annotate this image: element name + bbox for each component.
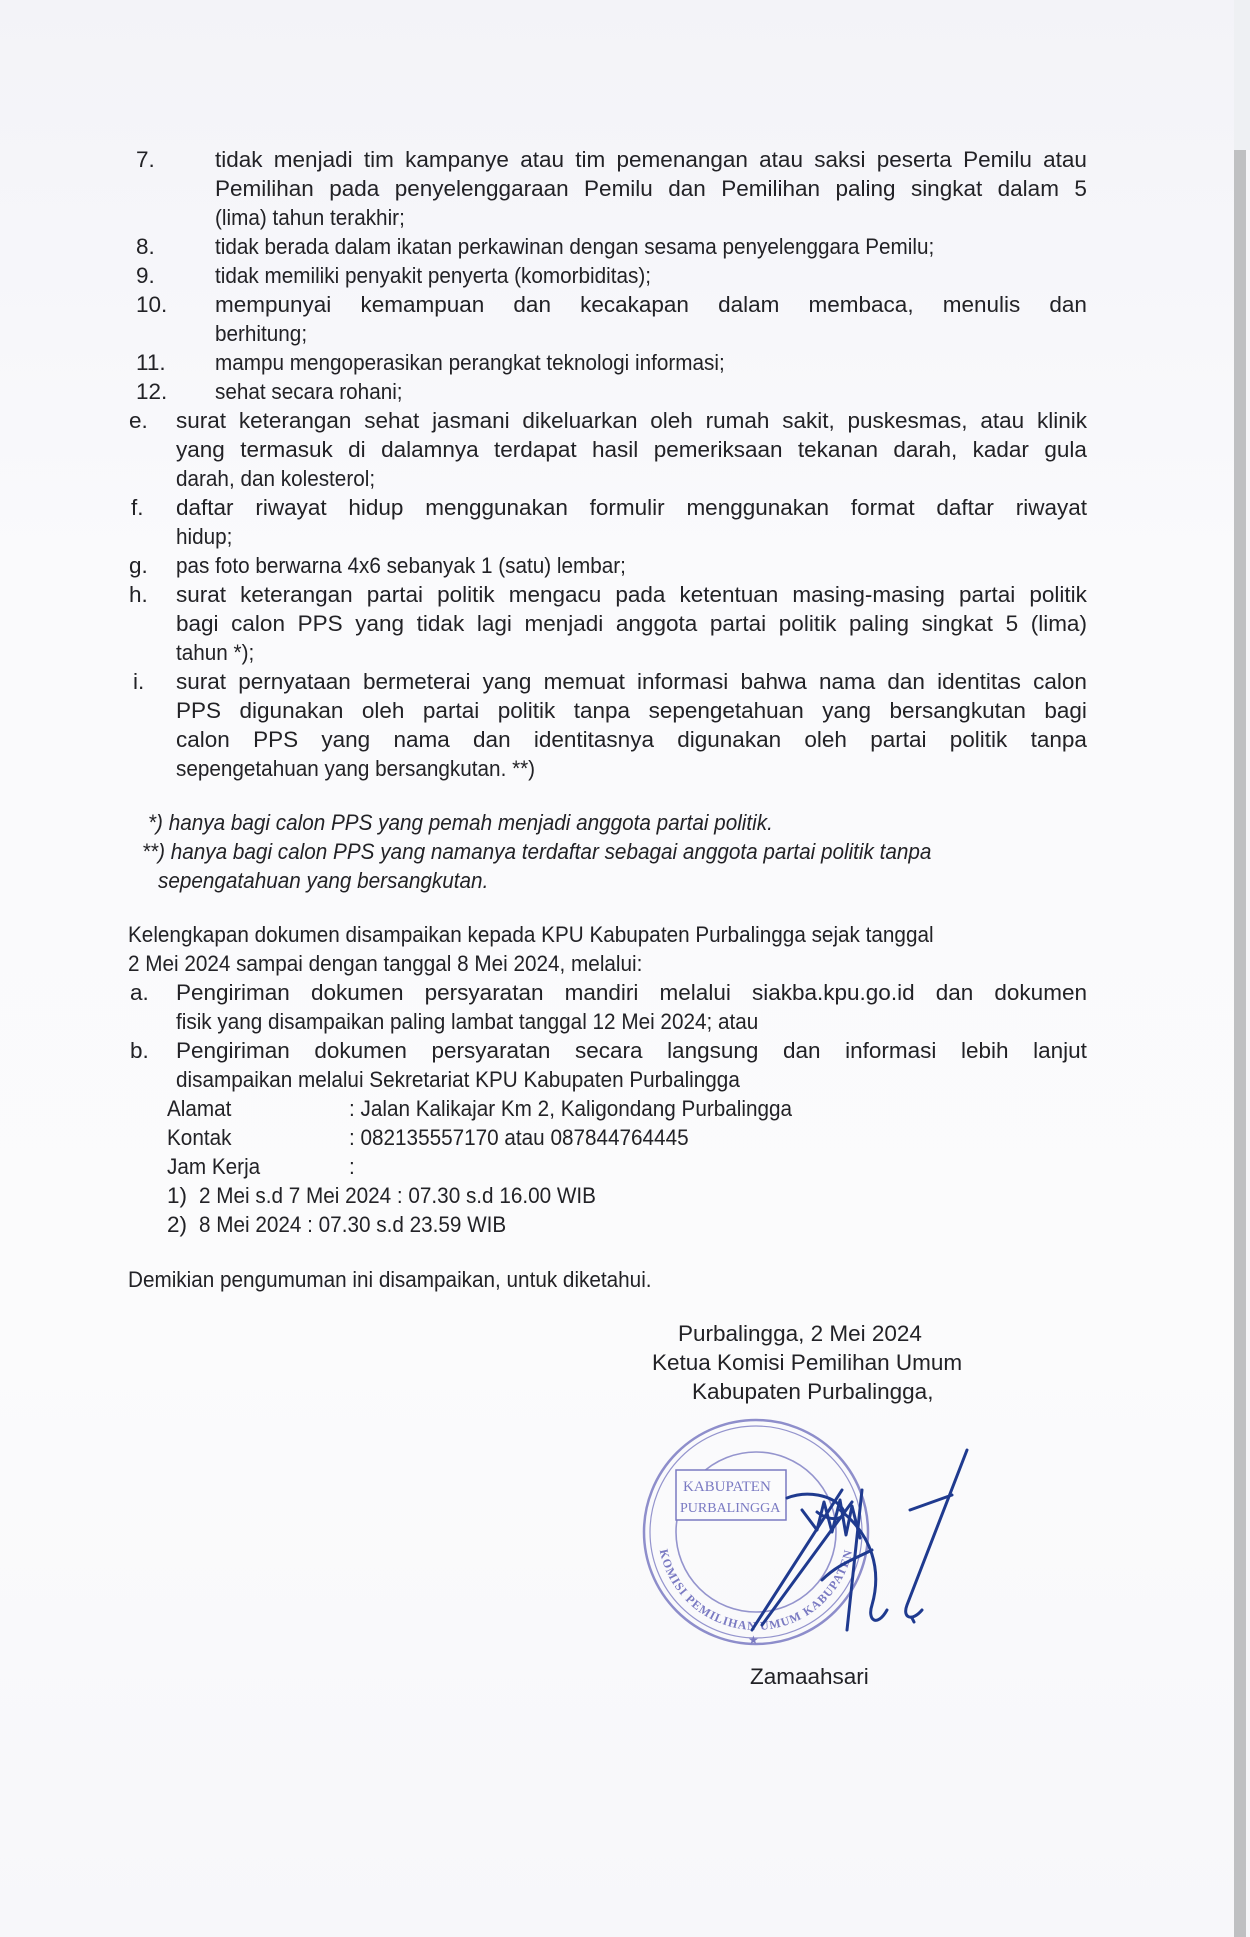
list-item-line: PPS digunakan oleh partai politik tanpa sepengetahuan yang bersangkutan bagi: [176, 698, 1087, 723]
detail-value: : Jalan Kalikajar Km 2, Kaligondang Purbalingga: [349, 1096, 793, 1121]
item-letter: e.: [129, 408, 148, 433]
footnote: *) hanya bagi calon PPS yang pemah menjadi anggota partai politik.: [148, 810, 773, 835]
list-item-line: tidak memiliki penyakit penyerta (komorbiditas);: [215, 263, 652, 288]
signatory-title: Ketua Komisi Pemilihan Umum: [652, 1350, 963, 1375]
list-item-line: yang termasuk di dalamnya terdapat hasil pemeriksaan tekanan darah, kadar gula: [176, 437, 1087, 462]
list-item-line: (lima) tahun terakhir;: [215, 205, 405, 230]
list-item-line: tidak menjadi tim kampanye atau tim pemenangan atau saksi peserta Pemilu atau: [215, 147, 1087, 172]
item-number: 12.: [136, 379, 168, 404]
stamp-center-text: PURBALINGGA: [680, 1501, 781, 1516]
list-item-line: surat keterangan partai politik mengacu pada ketentuan masing-masing partai politik: [176, 582, 1087, 607]
hours-text: 8 Mei 2024 : 07.30 s.d 23.59 WIB: [199, 1212, 507, 1237]
handwritten-signature: [722, 1440, 992, 1650]
list-item-line: Pengiriman dokumen persyaratan mandiri melalui siakba.kpu.go.id dan dokumen: [176, 980, 1087, 1005]
list-item-line: calon PPS yang nama dan identitasnya digunakan oleh partai politik tanpa: [176, 727, 1087, 752]
stamp-center-text: KABUPATEN: [683, 1479, 771, 1495]
footnote: **) hanya bagi calon PPS yang namanya terdaftar sebagai anggota partai politik tanpa: [142, 839, 932, 864]
place-date: Purbalingga, 2 Mei 2024: [678, 1321, 922, 1346]
list-item-line: sehat secara rohani;: [215, 379, 403, 404]
item-number: 11.: [136, 350, 166, 375]
list-item-line: surat pernyataan bermeterai yang memuat informasi bahwa nama dan identitas calon: [176, 669, 1087, 694]
list-item-line: darah, dan kolesterol;: [176, 466, 376, 491]
item-letter: b.: [130, 1038, 149, 1063]
item-number: 9.: [136, 263, 155, 288]
scan-edge-strip: [1234, 150, 1246, 1937]
stamp-ring-text: KOMISI PEMILIHAN UMUM KABUPATEN: [656, 1547, 856, 1634]
stamp-star-icon: ★: [748, 1633, 759, 1647]
list-item-line: tahun *);: [176, 640, 255, 665]
item-letter: a.: [130, 980, 149, 1005]
detail-label: Alamat: [167, 1096, 232, 1121]
list-item-line: pas foto berwarna 4x6 sebanyak 1 (satu) lembar;: [176, 553, 626, 578]
closing-statement: Demikian pengumuman ini disampaikan, untuk diketahui.: [128, 1267, 652, 1292]
list-item-line: Pemilihan pada penyelenggaraan Pemilu dan Pemilihan paling singkat dalam 5: [215, 176, 1087, 201]
item-letter: g.: [129, 553, 148, 578]
item-number: 10.: [136, 292, 168, 317]
signatory-name: Zamaahsari: [750, 1664, 869, 1689]
list-item-line: berhitung;: [215, 321, 308, 346]
list-item-line: Pengiriman dokumen persyaratan secara langsung dan informasi lebih lanjut: [176, 1038, 1087, 1063]
paragraph-line: 2 Mei 2024 sampai dengan tanggal 8 Mei 2024, melalui:: [128, 951, 643, 976]
footnote: sepengatahuan yang bersangkutan.: [158, 868, 489, 893]
hours-number: 1): [167, 1183, 188, 1208]
scan-edge-top: [1234, 0, 1250, 150]
paragraph-line: Kelengkapan dokumen disampaikan kepada KPU Kabupaten Purbalingga sejak tanggal: [128, 922, 934, 947]
item-number: 8.: [136, 234, 155, 259]
item-letter: f.: [131, 495, 144, 520]
list-item-line: tidak berada dalam ikatan perkawinan dengan sesama penyelenggara Pemilu;: [215, 234, 935, 259]
list-item-line: mempunyai kemampuan dan kecakapan dalam membaca, menulis dan: [215, 292, 1087, 317]
list-item-line: hidup;: [176, 524, 233, 549]
hours-number: 2): [167, 1212, 188, 1237]
list-item-line: sepengetahuan yang bersangkutan. **): [176, 756, 536, 781]
detail-value: :: [349, 1154, 355, 1179]
signatory-title: Kabupaten Purbalingga,: [692, 1379, 934, 1404]
hours-text: 2 Mei s.d 7 Mei 2024 : 07.30 s.d 16.00 WIB: [199, 1183, 596, 1208]
detail-label: Kontak: [167, 1125, 232, 1150]
list-item-line: surat keterangan sehat jasmani dikeluarkan oleh rumah sakit, puskesmas, atau klinik: [176, 408, 1087, 433]
detail-value: : 082135557170 atau 087844764445: [349, 1125, 689, 1150]
list-item-line: bagi calon PPS yang tidak lagi menjadi anggota partai politik paling singkat 5 (lima): [176, 611, 1087, 636]
item-letter: h.: [129, 582, 148, 607]
item-number: 7.: [136, 147, 155, 172]
list-item-line: disampaikan melalui Sekretariat KPU Kabupaten Purbalingga: [176, 1067, 740, 1092]
list-item-line: fisik yang disampaikan paling lambat tanggal 12 Mei 2024; atau: [176, 1009, 759, 1034]
list-item-line: mampu mengoperasikan perangkat teknologi informasi;: [215, 350, 725, 375]
detail-label: Jam Kerja: [167, 1154, 261, 1179]
item-letter: i.: [133, 669, 145, 694]
list-item-line: daftar riwayat hidup menggunakan formulir menggunakan format daftar riwayat: [176, 495, 1087, 520]
